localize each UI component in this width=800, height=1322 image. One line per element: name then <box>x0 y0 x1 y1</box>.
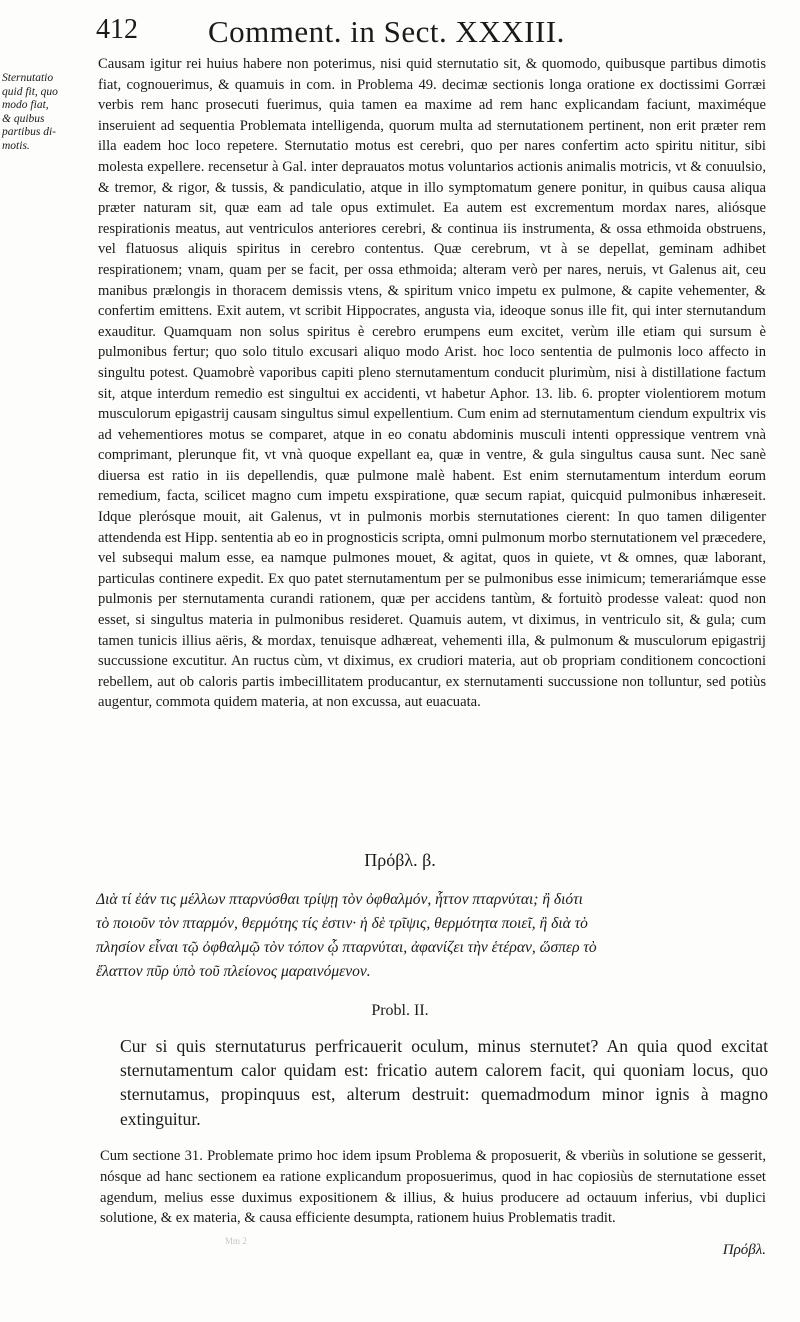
greek-line: Διὰ τί ἐάν τις μέλλων πταρνύσθαι τρίψῃ τὸν ὀφθαλμόν, ἧττον πταρνύται; ἢ διότι <box>96 891 583 908</box>
greek-problem-heading: Πρόβλ. β. <box>364 850 436 870</box>
margin-note <box>2 72 94 153</box>
margin-note-line: & quibus <box>2 112 45 125</box>
margin-note-line: Sternutatio <box>2 72 54 84</box>
greek-line: τὸ ποιοῦν τὸν πταρμόν, θερμότης τίς ἐστιν· ἡ δὲ τρῖψις, θερμότητα ποιεῖ, ἢ διὰ τὸ <box>96 915 588 932</box>
catchword: Πρόβλ. <box>722 1242 766 1258</box>
page-number: 412 <box>96 14 138 45</box>
commentary-text <box>98 54 766 713</box>
commentary-paragraph: Causam igitur rei huius habere non poterimus, nisi quid sternutatio sit, & quomodo, quibusque partibus dimotis fiat, cognouerimus, & quamuis in com. in Problema 49. decimæ sectionis longa oratione ex doctissimi Gorræi verbis rem hanc prosecuti fuerimus, quia tamen ea maxime ad rem hanc explicandam faciunt, maximéque inseruient ad sequentia Problemata intelligenda, quorum multa ad sternutationem pertinent, non erit præter rem illa eadem hoc loco repetere. Sternutatio motus est cerebri, quo per nares confertim acto spiritu nititur, sibi molesta expellere. recensetur à Gal. inter deprauatos motus voluntarios actionis animalis motricis, vt & conuulsio, & tremor, & rigor, & tussis, & pandiculatio, atque in illo symptomatum genere ponitur, in quibus causa aliqua præter naturam sit, quæ eam ad tale opus extimulet. Ea autem est excrementum mordax nares, aliósque respirationis meatus, aut ventriculos anteriores cerebri, & continua iis instrumenta, & ossa ethmoida obstruens, vel flatuosus aliquis spiritus in cerebro contentus. Quæ cerebrum, vt à se depellat, geminam adhibet respirationem; vnam, quam per se facit, per ossa ethmoida; alteram verò per nares, neruis, vt Galenus ait, ceu manibus prælongis in thoracem demissis vtens, & spiritum vnico impetu ex pulmone, & capite vehementer, & confertim emittens. Exit autem, vt scribit Hippocrates, angusta via, ideoque sonus ille fit, qui inter sternutandum exauditur. Quamquam non solus spiritus è cerebro erumpens eum excitet, verùm ille etiam qui sursum è pulmonibus fertur; quo solo titulo excusari aliquo modo Arist. hoc loco sententia de pulmonis loco affecto in singultu potest. Quamobrè vaporibus capiti pleno sternutamentum conducit plurimùm, nisi à distillatione factum sit, atque interdum remedio est singultui ex accidenti, vt habetur Aphor. 13. lib. 6. propter violentiorem motum musculorum epigastrij causam singultus simul expellentium. Cum enim ad sternutamentum ciendum expultrix vis ad vehementiores motus se comparet, atque in eo conatu abdominis musculi intenti oppressique ventrem vnà comprimant, plerunque fit, vt vnà quoque expellant ea, quæ in ventre, & gula singultus causa sunt. Nec sanè diuersa est ratio in iis depellendis, quæ pulmone malè habent. Est enim sternutamentum interdum eorum remedium, facta, scilicet magno cum impetu exspiratione, quæ secum rapiat, quicquid pulmonibus inhæreseit. Idque plerósque mouit, ait Galenus, vt in pulmonis morbis sternutationes cierent: In quo tamen diligenter attendenda est Hipp. sententia ab eo in prognosticis scripta, omni pulmonum morbo sternutationem vel præcedere, vel subsequi malum esse, ea namque pulmones mouet, & agitat, quos in quiete, vt & omnes, quæ laborant, particulas continere expedit. Ex quo patet sternutamentum per se pulmonibus esse inimicum; temerariámque esse pulmonis per sternutamenta curandi rationem, quæ per accidens tantùm, & fortuitò prodesse valeat: quod non esset, si singultus materia in pulmonibus resideret. Quamuis autem, vt diximus, in ventriculo sit, & gula; cum tamen tunicis illius aëris, & mordax, tenuisque adhæreat, vehementi illa, & pulmonum & musculorum epigastrij succussione excutitur. An ructus cùm, vt diximus, ex crudiori materia, aut ob propriam conditionem concoctioni rebellem, aut ob caloris partis imbecillitatem producantur, ex sternutamenti succussione non tolluntur, sed potiùs augentur, commota quidem materia, at non excussa, aut euacuata. <box>98 56 766 711</box>
margin-note-line: quid fit, quo <box>2 85 58 98</box>
problem-title: Probl. II. <box>371 1002 429 1019</box>
page-header <box>96 14 796 54</box>
greek-line: πλησίον εἶναι τῷ ὀφθαλμῷ τὸν τόπον ᾧ πταρνύται, ἀφανίζει τὴν ἑτέραν, ὥσπερ τὸ <box>96 939 597 956</box>
running-head: Comment. in Sect. XXXIII. <box>208 14 565 49</box>
margin-note-line: modo fiat, <box>2 99 49 111</box>
margin-note-line: partibus di- <box>2 126 56 138</box>
greek-line: ἔλαττον πῦρ ὑπὸ τοῦ πλείονος μαραινόμενον. <box>96 963 371 980</box>
margin-note-line: motis. <box>2 139 30 152</box>
signature-mark: Mm 2 <box>225 1236 247 1246</box>
commentary-text-2: Cum sectione 31. Problemate primo hoc idem ipsum Problema & proposuerit, & vberiùs in solutione se gesserit, nósque ad hanc sectionem ea ratione explicandum proposuerimus, quod in hac copiosiùs de sternutatione esset agendum, melius esse duximus expositionem & illius, & huius producere ad octauum inferius, vbi duplici solutione, & ex materia, & causa efficiente desumpta, rationem huius Problematis tradit. <box>100 1148 766 1227</box>
latin-problem-text: Cur si quis sternutaturus perfricauerit oculum, minus sternutet? An quia quod excitat sternutamentum calor quidam est: fricatio autem calorem facit, qui quoniam locus, quo sternutamus, propinquus est, alterum destruit: quemadmodum minor ignis à magno extinguitur. <box>120 1036 768 1129</box>
greek-problem-text <box>96 888 768 984</box>
